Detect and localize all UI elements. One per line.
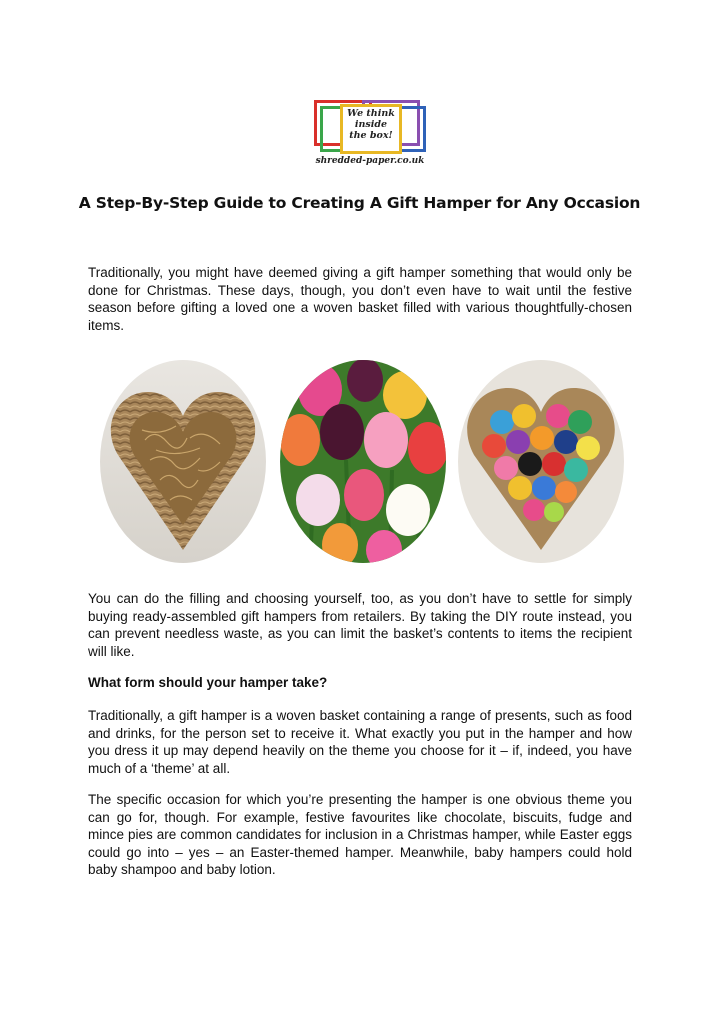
photo-heart-basket <box>100 360 266 563</box>
section-heading: What form should your hamper take? <box>88 675 328 690</box>
form-paragraph: Traditionally, a gift hamper is a woven basket containing a range of presents, such as food and drinks, for the person set to receive it. What exactly you put in the hamper and how you dress it up may depend heavily on the theme you choose for it – if, indeed, you have much of a ‘theme’ at all. <box>88 708 632 776</box>
page-title: A Step-By-Step Guide to Creating A Gift Hamper for Any Occasion <box>78 194 641 212</box>
logo <box>300 94 440 170</box>
logo-line-3: the box! <box>349 130 393 141</box>
photo-colourful-heart-basket <box>458 360 624 563</box>
logo-line-1: We think <box>347 108 395 119</box>
logo-line-2: inside <box>354 119 388 130</box>
diy-paragraph: You can do the filling and choosing yourself, too, as you don’t have to settle for simply buying ready-assembled gift hampers from retailers. By taking the DIY route instead, you can prevent needless waste, as you can limit the basket’s contents to items the recipient will like. <box>88 591 632 659</box>
logo-text <box>336 108 406 141</box>
photo-strip <box>88 360 632 565</box>
intro-paragraph: Traditionally, you might have deemed giving a gift hamper something that would only be done for Christmas. These days, though, you don’t even have to wait until the festive season before gifting a loved one a woven basket filled with various thoughtfully-chosen items. <box>88 265 632 333</box>
photo-tulips <box>280 360 446 563</box>
occasion-paragraph: The specific occasion for which you’re presenting the hamper is one obvious theme you can go for, though. For example, festive favourites like chocolate, biscuits, fudge and mince pies are common candidates for inclusion in a Christmas hamper, while Easter eggs could go into – yes – an Easter-themed hamper. Meanwhile, baby hampers could hold baby shampoo and baby lotion. <box>88 792 632 877</box>
logo-url: shredded-paper.co.uk <box>315 156 425 166</box>
